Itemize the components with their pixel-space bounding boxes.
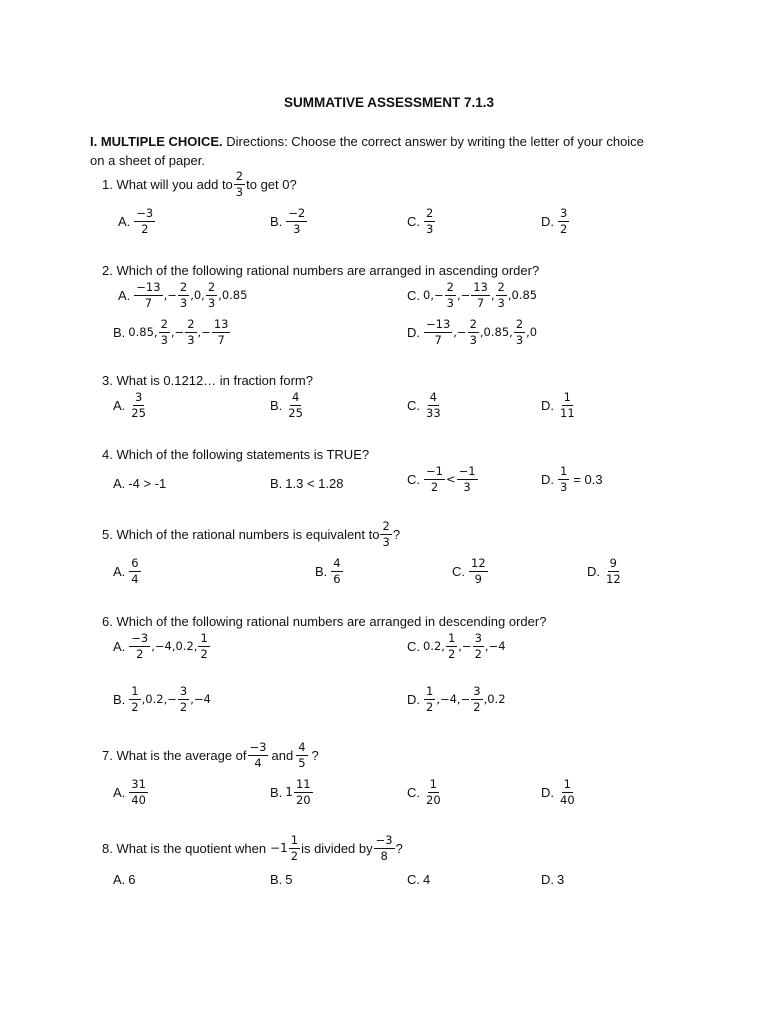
- fraction-denominator: 3: [207, 296, 216, 310]
- directions-text-line2: on a sheet of paper.: [90, 153, 205, 168]
- fraction-numerator: 2: [207, 280, 216, 294]
- fraction-numerator: 1: [429, 777, 437, 791]
- option-label: C.: [407, 398, 420, 413]
- fraction-numerator: −2: [288, 206, 306, 220]
- fraction-numerator: 6: [131, 556, 139, 570]
- option-label: C.: [407, 214, 420, 229]
- text-segment: −1: [270, 841, 288, 855]
- fraction-numerator: −13: [136, 280, 161, 294]
- option-label: B.: [270, 398, 283, 413]
- question-6: 6. Which of the following rational numbers are arranged in descending order?: [102, 614, 547, 629]
- fraction: [129, 632, 150, 661]
- text-segment: ,0.2,−: [141, 692, 177, 706]
- fraction-denominator: 40: [560, 793, 575, 807]
- fraction-denominator: 12: [606, 572, 621, 586]
- question-8: [102, 834, 403, 863]
- option-label: A.: [118, 214, 131, 229]
- fraction-denominator: 7: [217, 333, 225, 347]
- question-5: [102, 520, 400, 549]
- option-label: A.: [113, 785, 126, 800]
- option-label: D.: [587, 564, 600, 579]
- fraction-denominator: 8: [380, 849, 388, 863]
- option-label: B.: [113, 692, 126, 707]
- question-7: [102, 741, 319, 770]
- fraction: [457, 465, 478, 494]
- fraction-numerator: −1: [426, 464, 443, 478]
- fraction-numerator: 4: [291, 390, 300, 404]
- question-1-prefix: 1. What will you add to: [102, 177, 233, 192]
- fraction-numerator: 4: [429, 390, 437, 404]
- option-label: D.: [407, 692, 420, 707]
- fraction: [374, 834, 395, 863]
- fraction: [558, 391, 577, 420]
- fraction-numerator: 1: [426, 684, 434, 698]
- fraction-denominator: 2: [179, 700, 188, 714]
- option-label: D.: [541, 398, 554, 413]
- text-segment: ,−: [453, 325, 467, 339]
- fraction-numerator: −3: [131, 631, 149, 645]
- fraction: [424, 318, 452, 347]
- section-heading: I. MULTIPLE CHOICE.: [90, 134, 223, 149]
- fraction-denominator: 2: [430, 480, 439, 494]
- fraction: [424, 778, 443, 807]
- q3-option-d: [541, 391, 578, 420]
- text-segment: 5. Which of the rational numbers is equivalent to: [102, 527, 380, 542]
- fraction-numerator: −3: [375, 833, 393, 847]
- option-label: B.: [270, 214, 283, 229]
- fraction: [129, 557, 140, 586]
- fraction-denominator: 3: [426, 222, 434, 236]
- fraction-denominator: 2: [141, 222, 149, 236]
- fraction-numerator: 3: [473, 684, 481, 698]
- option-label: C.: [407, 785, 420, 800]
- fraction: [198, 632, 209, 661]
- fraction: [424, 465, 445, 494]
- q5-option-d: [587, 557, 624, 586]
- fraction: [159, 318, 170, 347]
- q7-option-b: [270, 778, 314, 807]
- text-segment: 0,−: [423, 288, 444, 302]
- fraction: [446, 632, 457, 661]
- fraction: [471, 281, 490, 310]
- fraction: [558, 778, 577, 807]
- text-segment: 4: [423, 872, 431, 887]
- fraction-denominator: 2: [200, 647, 208, 661]
- fraction-denominator: 3: [560, 480, 568, 494]
- fraction-denominator: 2: [136, 647, 144, 661]
- fraction: [424, 391, 443, 420]
- q1-option-d: [541, 207, 570, 236]
- option-label: C.: [407, 288, 420, 303]
- fraction: [206, 281, 217, 310]
- fraction-numerator: 1: [563, 777, 571, 791]
- fraction-numerator: 2: [515, 317, 524, 331]
- fraction-denominator: 20: [426, 793, 441, 807]
- fraction-numerator: 3: [474, 631, 482, 645]
- fraction-denominator: 20: [295, 793, 311, 807]
- fraction-denominator: 2: [447, 647, 456, 661]
- option-label: D.: [407, 325, 420, 340]
- fraction-denominator: 2: [426, 700, 434, 714]
- fraction-numerator: 2: [160, 317, 168, 331]
- fraction-denominator: 4: [131, 572, 139, 586]
- fraction-denominator: 2: [474, 647, 482, 661]
- fraction-numerator: 1: [563, 390, 571, 404]
- fraction-denominator: 3: [446, 296, 454, 310]
- q8-option-c: [407, 871, 430, 888]
- text-segment: 8. What is the quotient when: [102, 841, 267, 856]
- question-4: 4. Which of the following statements is TRUE?: [102, 447, 370, 462]
- text-segment: 1: [285, 785, 293, 799]
- fraction-numerator: 2: [235, 169, 244, 183]
- q5-option-a: [113, 557, 142, 586]
- question-1-suffix: to get 0?: [246, 177, 297, 192]
- fraction-numerator: 2: [426, 206, 434, 220]
- text-segment: 5: [285, 872, 293, 887]
- fraction-denominator: 25: [131, 406, 146, 420]
- text-segment: and: [271, 748, 294, 763]
- fraction: [248, 741, 269, 770]
- fraction-denominator: 33: [426, 406, 441, 420]
- q7-option-d: [541, 778, 578, 807]
- fraction: [129, 685, 140, 714]
- fraction-numerator: 4: [333, 556, 341, 570]
- fraction-numerator: 3: [134, 390, 143, 404]
- fraction-numerator: 12: [471, 556, 486, 570]
- fraction-denominator: 40: [131, 793, 146, 807]
- option-label: C.: [407, 639, 420, 654]
- fraction-denominator: 3: [497, 296, 505, 310]
- fraction-denominator: 7: [434, 333, 442, 347]
- q7-option-c: [407, 778, 444, 807]
- q8-option-b: [270, 871, 293, 888]
- text-segment: ,0.2: [483, 692, 506, 706]
- fraction-denominator: 3: [469, 333, 477, 347]
- fraction-denominator: 3: [293, 222, 301, 236]
- fraction: [380, 520, 391, 549]
- text-segment: ,0: [526, 325, 538, 339]
- fraction-numerator: 3: [179, 684, 188, 698]
- option-label: A.: [113, 476, 126, 491]
- option-label: B.: [270, 785, 283, 800]
- fraction-denominator: 2: [131, 700, 139, 714]
- fraction-denominator: 3: [160, 333, 168, 347]
- fraction: [129, 778, 148, 807]
- fraction: [129, 391, 148, 420]
- fraction-denominator: 6: [333, 572, 341, 586]
- text-segment: ,−: [163, 288, 177, 302]
- text-segment: ,−4: [484, 639, 506, 653]
- text-segment: <: [445, 472, 456, 486]
- fraction-numerator: 1: [290, 833, 299, 847]
- q1-option-c: [407, 207, 436, 236]
- text-segment: is divided by: [301, 841, 373, 856]
- question-3: 3. What is 0.1212… in fraction form?: [102, 373, 313, 388]
- q6-option-c: [407, 632, 506, 661]
- q1-option-a: [118, 207, 156, 236]
- fraction: [424, 207, 435, 236]
- fraction-numerator: 3: [560, 206, 568, 220]
- fraction-numerator: 2: [187, 317, 195, 331]
- fraction-numerator: 1: [560, 464, 568, 478]
- fraction-denominator: 2: [560, 222, 568, 236]
- q2-option-a: [118, 281, 247, 310]
- text-segment: ,0,: [190, 288, 205, 302]
- fraction-numerator: −13: [426, 317, 451, 331]
- text-segment: ,−4,0.2,: [151, 639, 198, 653]
- option-label: A.: [113, 564, 126, 579]
- question-1: [102, 170, 297, 199]
- q2-option-d: [407, 318, 537, 347]
- fraction: [471, 685, 482, 714]
- text-segment: 3: [557, 872, 565, 887]
- question-2: 2. Which of the following rational numbers are arranged in ascending order?: [102, 263, 540, 278]
- option-label: A.: [118, 288, 131, 303]
- fraction-numerator: 13: [213, 317, 229, 331]
- fraction-numerator: 2: [497, 280, 505, 294]
- text-segment: 6: [128, 872, 136, 887]
- text-segment: ,−4,−: [436, 692, 471, 706]
- fraction-numerator: −3: [136, 206, 154, 220]
- fraction: [286, 391, 305, 420]
- fraction: [445, 281, 456, 310]
- fraction-numerator: 2: [179, 280, 188, 294]
- fraction: [331, 557, 342, 586]
- q3-option-c: [407, 391, 444, 420]
- text-segment: ,−4: [190, 692, 211, 706]
- fraction-denominator: 3: [187, 333, 195, 347]
- option-label: A.: [113, 872, 126, 887]
- fraction-numerator: 2: [382, 519, 390, 533]
- fraction: [296, 741, 307, 770]
- fraction-denominator: 7: [476, 296, 485, 310]
- text-segment: ,0.85: [507, 288, 538, 302]
- fraction-numerator: 11: [295, 777, 311, 791]
- q8-option-d: [541, 871, 564, 888]
- fraction: [468, 318, 479, 347]
- q1-option-b: [270, 207, 308, 236]
- fraction: [212, 318, 231, 347]
- fraction-numerator: 31: [131, 777, 146, 791]
- text-segment: ,0.85,: [479, 325, 513, 339]
- q4-option-b: [270, 475, 344, 492]
- q3-option-b: [270, 391, 306, 420]
- text-segment: ?: [392, 527, 401, 542]
- fraction: [496, 281, 507, 310]
- fraction-numerator: 13: [473, 280, 488, 294]
- fraction: [178, 685, 189, 714]
- text-segment: 0.2,: [423, 639, 445, 653]
- option-label: B.: [270, 872, 283, 887]
- fraction: [604, 557, 623, 586]
- fraction-numerator: 2: [469, 317, 477, 331]
- fraction-denominator: 25: [288, 406, 303, 420]
- fraction-denominator: 9: [474, 572, 482, 586]
- text-segment: ,−: [170, 325, 185, 339]
- q6-option-d: [407, 685, 506, 714]
- q5-option-c: [452, 557, 489, 586]
- q4-option-c: [407, 465, 479, 494]
- option-label: B.: [113, 325, 126, 340]
- fraction: [294, 778, 313, 807]
- fraction-denominator: 3: [179, 296, 188, 310]
- fraction-denominator: 4: [254, 756, 262, 770]
- fraction: [234, 170, 245, 199]
- text-segment: -4 > -1: [128, 476, 167, 491]
- q2-option-b: [113, 318, 231, 347]
- fraction-numerator: 2: [446, 280, 454, 294]
- text-segment: ,−: [197, 325, 211, 339]
- q7-option-a: [113, 778, 149, 807]
- fraction: [178, 281, 189, 310]
- option-label: C.: [407, 472, 420, 487]
- option-label: D.: [541, 214, 554, 229]
- fraction: [289, 834, 300, 863]
- fraction-denominator: 7: [144, 296, 153, 310]
- text-segment: 0.85,: [128, 325, 158, 339]
- text-segment: ,−: [458, 639, 472, 653]
- text-segment: 7. What is the average of: [102, 748, 247, 763]
- q4-option-d: [541, 465, 603, 494]
- fraction-denominator: 3: [463, 480, 471, 494]
- fraction: [424, 685, 435, 714]
- fraction: [134, 281, 162, 310]
- fraction: [286, 207, 307, 236]
- text-segment: ,0.85: [218, 288, 248, 302]
- text-segment: = 0.3: [573, 472, 603, 487]
- option-label: B.: [270, 476, 283, 491]
- fraction-denominator: 2: [473, 700, 481, 714]
- text-segment: ,−: [456, 288, 471, 302]
- fraction-denominator: 11: [560, 406, 575, 420]
- q3-option-a: [113, 391, 149, 420]
- fraction-denominator: 2: [290, 849, 299, 863]
- fraction-numerator: 1: [131, 684, 139, 698]
- fraction-numerator: −3: [249, 740, 267, 754]
- text-segment: ?: [395, 841, 403, 856]
- q2-option-c: [407, 281, 537, 310]
- directions-text: Directions: Choose the correct answer by writing the letter of your choice: [226, 134, 644, 149]
- fraction-numerator: −1: [458, 464, 476, 478]
- text-segment: ,: [490, 288, 495, 302]
- fraction-denominator: 3: [515, 333, 524, 347]
- fraction: [134, 207, 155, 236]
- q6-option-b: [113, 685, 211, 714]
- option-label: C.: [407, 872, 420, 887]
- page-title: SUMMATIVE ASSESSMENT 7.1.3: [284, 95, 495, 110]
- q8-option-a: [113, 871, 136, 888]
- q5-option-b: [315, 557, 344, 586]
- text-segment: 1.3 < 1.28: [285, 476, 344, 491]
- option-label: D.: [541, 785, 554, 800]
- fraction: [558, 465, 569, 494]
- fraction: [473, 632, 484, 661]
- q4-option-a: [113, 475, 166, 492]
- fraction: [558, 207, 569, 236]
- fraction-numerator: 4: [298, 740, 306, 754]
- option-label: C.: [452, 564, 465, 579]
- option-label: A.: [113, 398, 126, 413]
- fraction: [514, 318, 525, 347]
- option-label: D.: [541, 472, 554, 487]
- option-label: A.: [113, 639, 126, 654]
- fraction: [185, 318, 196, 347]
- option-label: D.: [541, 872, 554, 887]
- text-segment: ?: [311, 748, 319, 763]
- fraction-denominator: 3: [235, 185, 244, 199]
- fraction-numerator: 1: [447, 631, 456, 645]
- option-label: B.: [315, 564, 328, 579]
- section-directions: [90, 133, 644, 150]
- fraction-denominator: 5: [298, 756, 306, 770]
- fraction-numerator: 9: [609, 556, 617, 570]
- fraction-numerator: 1: [200, 631, 208, 645]
- q6-option-a: [113, 632, 211, 661]
- fraction: [469, 557, 488, 586]
- fraction-denominator: 3: [382, 535, 390, 549]
